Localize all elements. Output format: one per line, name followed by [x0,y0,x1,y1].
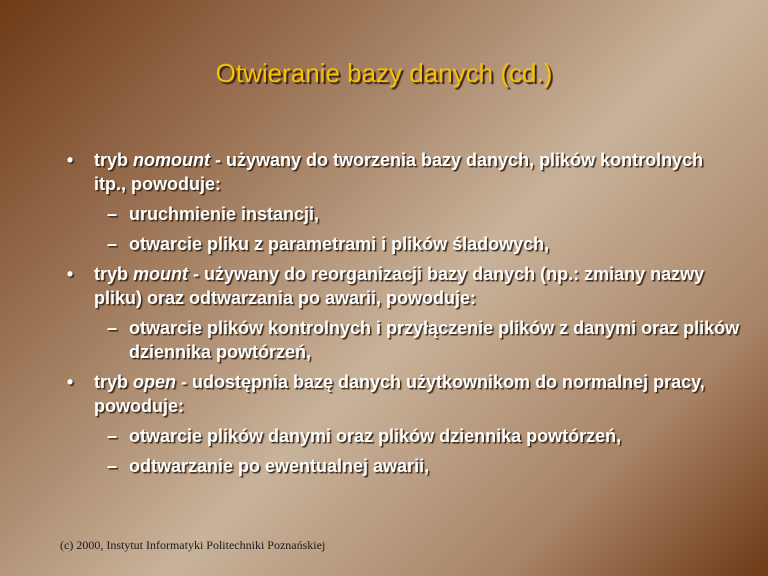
sub-item-text: odtwarzanie po ewentualnej awarii, [129,456,430,476]
sub-item-open-parameter-file [60,232,740,256]
sub-item-text: otwarcie pliku z parametrami i plików śladowych, [129,234,550,254]
sub-item-text: otwarcie plików kontrolnych i przyłączenie plików z danymi oraz plików dziennika powtórzeń, [129,318,740,362]
bullet-text-post: - używany do tworzenia bazy danych, plików kontrolnych itp., powoduje: [94,150,704,194]
slide-title: Otwieranie bazy danych (cd.) [215,58,553,88]
sub-item-recovery [60,454,740,478]
bullet-text-pre: tryb [94,264,134,284]
bullet-text-pre: tryb [94,150,134,170]
bullet-text-pre: tryb [94,372,134,392]
sub-bullet-marker: – [106,426,117,446]
sub-bullet-marker: – [106,318,117,338]
bullet-item-mount [60,262,740,310]
bullet-text-post: - udostępnia bazę danych użytkownikom do normalnej pracy, powoduje: [94,372,705,416]
mode-name: open [133,372,177,392]
sub-bullet-marker: – [106,234,117,254]
sub-item-text: uruchmienie instancji, [129,204,320,224]
bullet-marker: • [66,150,74,170]
sub-item-text: otwarcie plików danymi oraz plików dziennika powtórzeń, [129,426,622,446]
bullet-text-post: - używany do reorganizacji bazy danych (np.: zmiany nazwy pliku) oraz odtwarzania po awarii, powoduje: [94,264,705,308]
sub-item-start-instance [60,202,740,226]
mode-name: nomount [133,150,210,170]
sub-item-open-control-files [60,316,740,364]
mode-name: mount [133,264,188,284]
bullet-list [60,148,740,484]
copyright-footer: (c) 2000, Instytut Informatyki Politechniki Poznańskiej [60,538,326,552]
bullet-marker: • [66,372,74,392]
sub-bullet-marker: – [106,204,117,224]
sub-bullet-marker: – [106,456,117,476]
bullet-marker: • [66,264,74,284]
sub-item-open-data-files [60,424,740,448]
bullet-item-open [60,370,740,418]
bullet-item-nomount [60,148,740,196]
